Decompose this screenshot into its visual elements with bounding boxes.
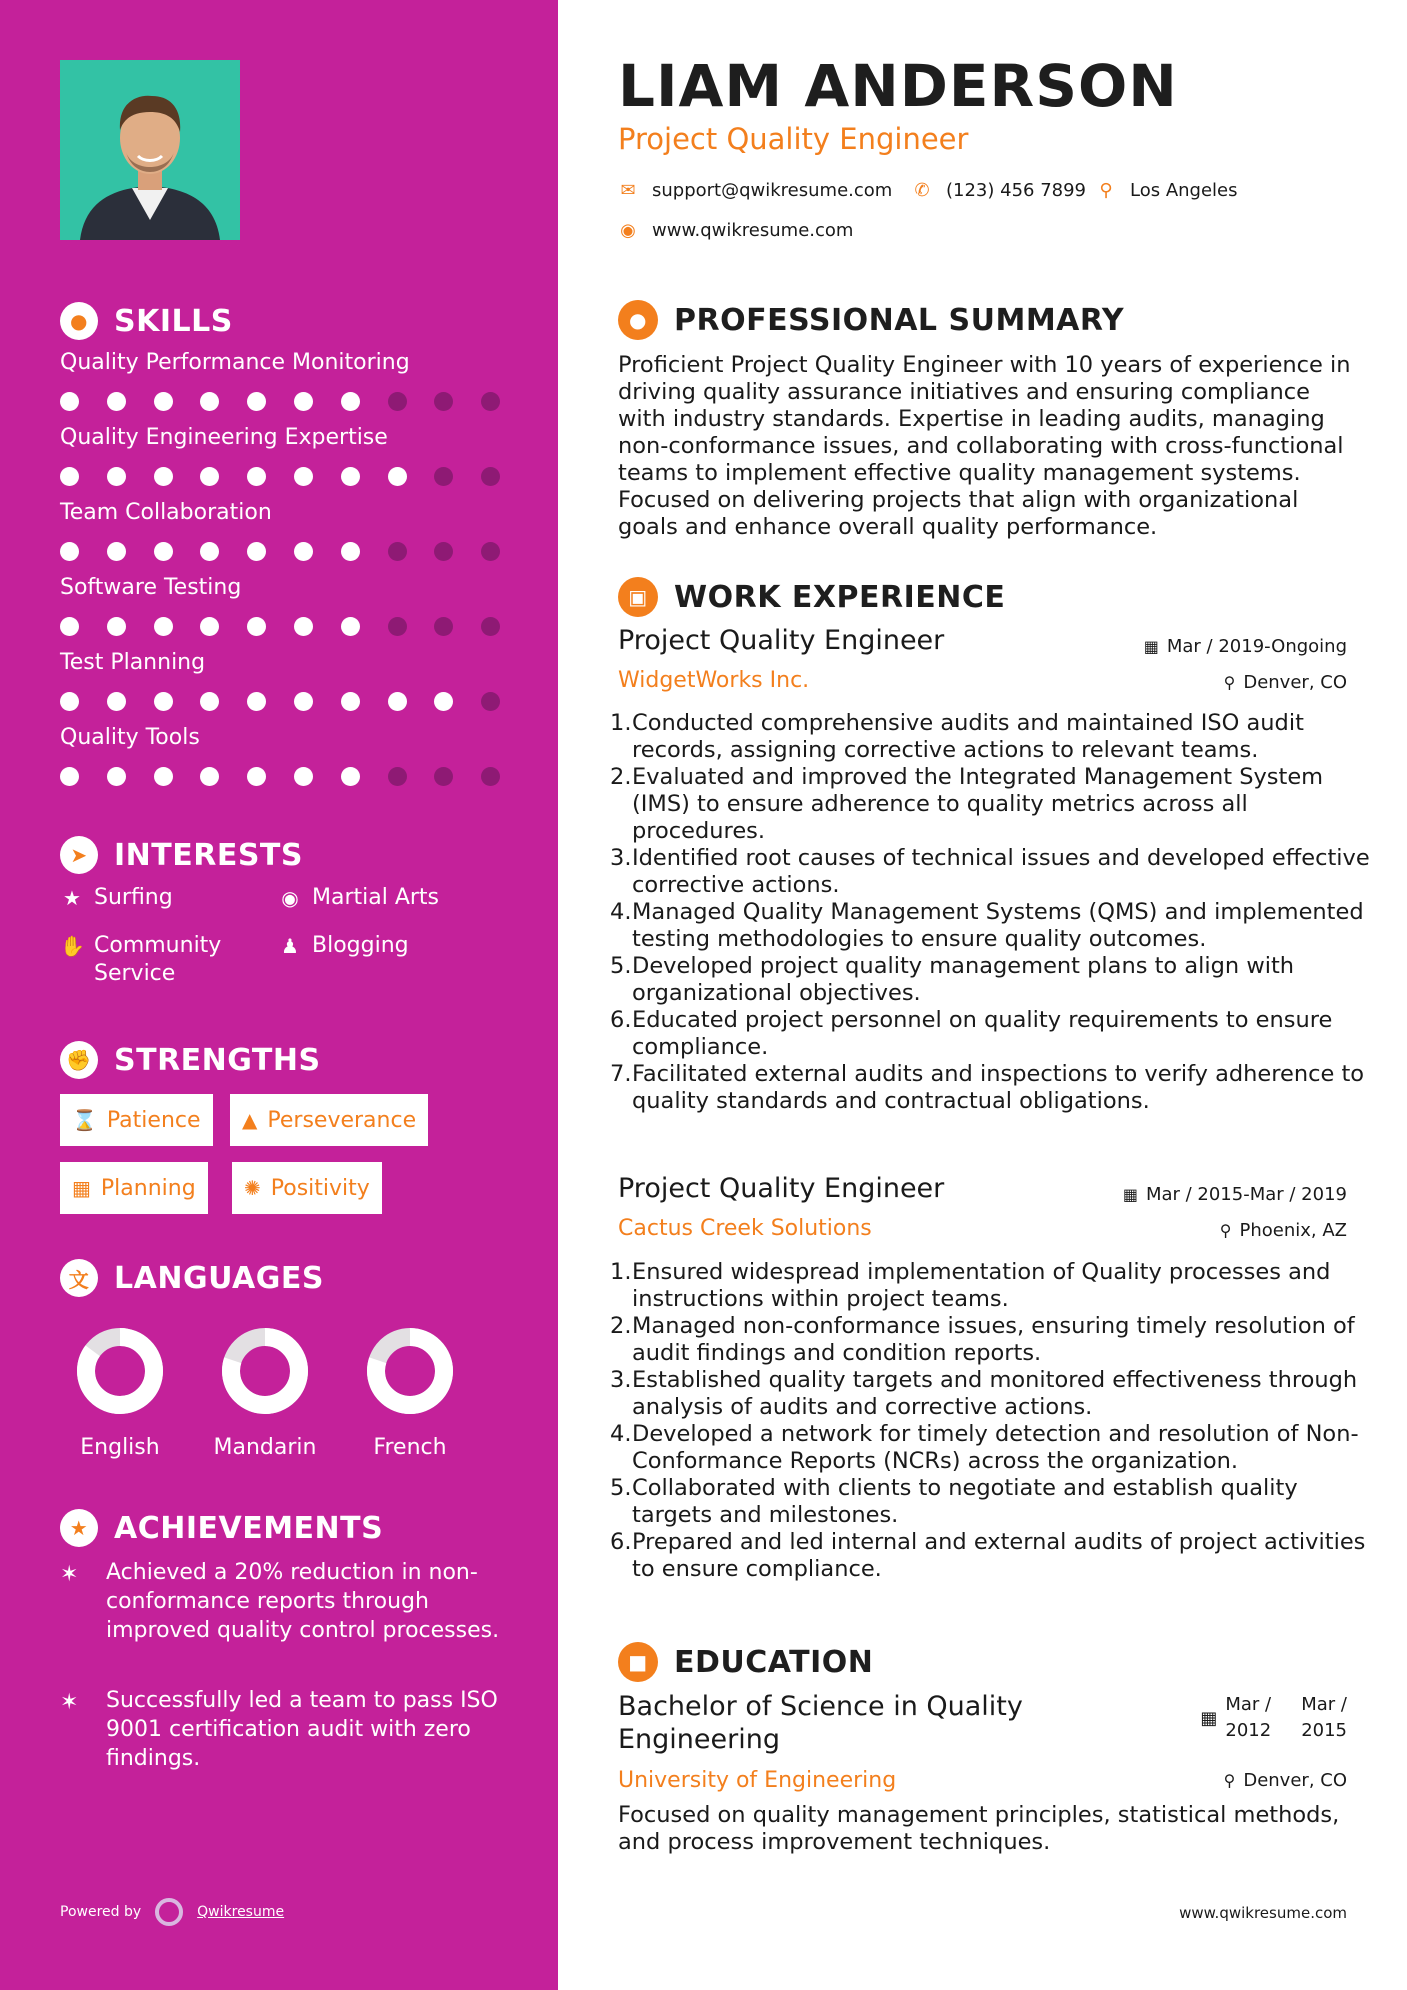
job-bullet <box>610 764 1380 845</box>
skill-dot <box>247 767 266 786</box>
skill-dot <box>60 467 79 486</box>
user-icon: ● <box>618 300 658 340</box>
skill-dot <box>247 692 266 711</box>
skill-dot <box>388 767 407 786</box>
translate-icon: 文 <box>60 1259 98 1297</box>
skill-dot <box>154 542 173 561</box>
skill-item <box>60 350 500 412</box>
job-dates: ▦ Mar / 2019-Ongoing <box>1143 636 1347 657</box>
skill-dot <box>60 392 79 411</box>
bullet-text: Collaborated with clients to negotiate and establish quality targets and milestones. <box>632 1475 1298 1528</box>
skill-dot <box>60 692 79 711</box>
bullet-number: 1. <box>610 710 632 736</box>
bullet-text: Prepared and led internal and external audits of project activities to ensure compliance. <box>632 1529 1366 1582</box>
strength-badge: ▲ Perseverance <box>230 1094 428 1146</box>
qwikresume-link[interactable]: Qwikresume <box>197 1904 285 1920</box>
skill-dot <box>107 392 126 411</box>
bullet-number: 2. <box>610 1313 632 1339</box>
language-ring <box>362 1323 458 1419</box>
job-bullet <box>610 1007 1380 1061</box>
skill-dot <box>107 617 126 636</box>
job-bullet <box>610 1313 1380 1367</box>
interest-item: ♟ Blogging <box>278 932 409 960</box>
skill-dot <box>60 617 79 636</box>
job-company: WidgetWorks Inc. <box>618 668 810 693</box>
skill-rating <box>60 767 500 787</box>
bullet-number: 4. <box>610 1421 632 1447</box>
skill-label: Quality Tools <box>60 725 200 750</box>
email-contact[interactable]: ✉ support@qwikresume.com <box>618 180 892 201</box>
job-bullet <box>610 1529 1380 1583</box>
languages-heading: 文 LANGUAGES <box>60 1259 324 1297</box>
skill-dot <box>200 542 219 561</box>
bullet-text: Evaluated and improved the Integrated Management System (IMS) to ensure adherence to quality metrics across all procedures. <box>632 764 1324 844</box>
job-bullets <box>610 1259 1380 1583</box>
end-date: Mar / 2015 <box>1301 1694 1347 1741</box>
powered-by: Powered by Qwikresume <box>60 1898 284 1926</box>
bullet-number: 5. <box>610 953 632 979</box>
education-dates <box>1200 1692 1347 1744</box>
skill-dot <box>154 617 173 636</box>
bullet-number: 3. <box>610 845 632 871</box>
skill-dot <box>294 692 313 711</box>
start-date: Mar / 2012 <box>1225 1694 1272 1741</box>
skill-dot <box>154 692 173 711</box>
strengths-heading: ✊ STRENGTHS <box>60 1041 321 1079</box>
skill-dot <box>481 542 500 561</box>
job-location: ⚲ Phoenix, AZ <box>1219 1220 1347 1241</box>
language-label: English <box>80 1435 160 1460</box>
bullet-text: Developed project quality management plans to align with organizational objectives. <box>632 953 1295 1006</box>
skill-dot <box>481 767 500 786</box>
job-bullet <box>610 1367 1380 1421</box>
skill-item <box>60 650 500 712</box>
skill-dot <box>434 467 453 486</box>
briefcase-icon: ▣ <box>618 577 658 617</box>
location-contact: ⚲ Los Angeles <box>1096 180 1238 201</box>
strength-badge: ✺ Positivity <box>232 1162 382 1214</box>
bullet-number: 6. <box>610 1007 632 1033</box>
bullet-number: 6. <box>610 1529 632 1555</box>
achievement-item: ✶ Successfully led a team to pass ISO 9001 certification audit with zero findings. <box>60 1688 498 1771</box>
bullet-text: Managed non-conformance issues, ensuring timely resolution of audit findings and condition reports. <box>632 1313 1355 1366</box>
skill-rating <box>60 692 500 712</box>
skill-dot <box>341 767 360 786</box>
job-bullet <box>610 710 1380 764</box>
skill-dot <box>107 467 126 486</box>
achievement-item: ✶ Achieved a 20% reduction in non-conformance reports through improved quality control processes. <box>60 1560 500 1643</box>
person-avatar-icon <box>60 60 240 240</box>
bullet-number: 3. <box>610 1367 632 1393</box>
interest-item: ◉ Martial Arts <box>278 884 439 912</box>
skill-dot <box>341 467 360 486</box>
education-location: ⚲ Denver, CO <box>1223 1770 1347 1791</box>
bullet-text: Established quality targets and monitored effectiveness through analysis of audits and corrective actions. <box>632 1367 1358 1420</box>
skill-dot <box>434 767 453 786</box>
language-item <box>200 1323 330 1460</box>
calendar-icon: ▦ <box>72 1176 91 1200</box>
skill-dot <box>341 542 360 561</box>
job-bullet <box>610 1421 1380 1475</box>
skill-dot <box>294 392 313 411</box>
paper-plane-icon: ➤ <box>60 836 98 874</box>
language-label: French <box>373 1435 447 1460</box>
skill-dot <box>388 617 407 636</box>
graduation-icon: ■ <box>618 1642 658 1682</box>
skill-label: Test Planning <box>60 650 206 675</box>
mountain-icon: ▲ <box>242 1108 258 1132</box>
users-icon: ♟ <box>281 934 299 958</box>
bullet-text: Ensured widespread implementation of Quality processes and instructions within project teams. <box>632 1259 1331 1312</box>
hourglass-icon: ⌛ <box>72 1108 97 1132</box>
skill-dot <box>341 392 360 411</box>
bullet-number: 4. <box>610 899 632 925</box>
education-description: Focused on quality management principles, statistical methods, and process improvement techniques. <box>618 1802 1340 1855</box>
skill-dot <box>200 767 219 786</box>
skill-dot <box>481 692 500 711</box>
skill-dot <box>388 467 407 486</box>
school-name: University of Engineering <box>618 1768 897 1793</box>
map-pin-icon: ⚲ <box>1099 180 1113 201</box>
bullet-number: 2. <box>610 764 632 790</box>
skill-rating <box>60 467 500 487</box>
skill-dot <box>200 692 219 711</box>
bullet-number: 1. <box>610 1259 632 1285</box>
job-dates: ▦ Mar / 2015-Mar / 2019 <box>1122 1184 1347 1205</box>
shooting-star-icon: ✶ <box>60 1690 79 1715</box>
skill-dot <box>107 542 126 561</box>
skill-dot <box>481 617 500 636</box>
skill-dot <box>481 392 500 411</box>
skill-dot <box>388 692 407 711</box>
sidebar <box>0 0 558 1990</box>
skill-dot <box>107 767 126 786</box>
bullet-number: 7. <box>610 1061 632 1087</box>
skill-dot <box>388 542 407 561</box>
job-bullet <box>610 1475 1380 1529</box>
website-contact[interactable]: ◉ www.qwikresume.com <box>618 220 853 241</box>
job-bullet <box>610 1061 1380 1115</box>
pin-icon: ⚲ <box>1223 673 1236 692</box>
bullet-text: Conducted comprehensive audits and maintained ISO audit records, assigning corrective actions to relevant teams. <box>632 710 1304 763</box>
skill-dot <box>434 692 453 711</box>
strength-badge: ⌛ Patience <box>60 1094 213 1146</box>
summary-heading: ● PROFESSIONAL SUMMARY <box>618 300 1124 340</box>
calendar-icon: ▦ <box>1143 637 1159 656</box>
skill-item <box>60 725 500 787</box>
skill-label: Team Collaboration <box>60 500 272 525</box>
skill-dot <box>481 467 500 486</box>
skill-dot <box>200 392 219 411</box>
skill-dot <box>154 392 173 411</box>
bullet-text: Identified root causes of technical issues and developed effective corrective actions. <box>632 845 1370 898</box>
skill-dot <box>247 467 266 486</box>
skill-dot <box>60 542 79 561</box>
interests-heading: ➤ INTERESTS <box>60 836 303 874</box>
skill-dot <box>200 467 219 486</box>
skill-item <box>60 500 500 562</box>
skill-dot <box>341 617 360 636</box>
globe-icon: ◉ <box>620 220 636 241</box>
hand-icon: ✋ <box>60 934 85 958</box>
job-company: Cactus Creek Solutions <box>618 1216 872 1241</box>
trophy-icon: ★ <box>60 1509 98 1547</box>
skills-heading: ● SKILLS <box>60 302 233 340</box>
shooting-star-icon: ✶ <box>60 1562 79 1587</box>
skill-label: Quality Performance Monitoring <box>60 350 410 375</box>
language-ring <box>72 1323 168 1419</box>
skill-label: Quality Engineering Expertise <box>60 425 388 450</box>
job-bullet <box>610 845 1380 899</box>
bullet-text: Managed Quality Management Systems (QMS) and implemented testing methodologies to ensure quality outcomes. <box>632 899 1364 952</box>
skill-dot <box>200 617 219 636</box>
skill-dot <box>247 617 266 636</box>
bullet-text: Educated project personnel on quality requirements to ensure compliance. <box>632 1007 1333 1060</box>
skill-label: Software Testing <box>60 575 242 600</box>
pin-icon: ⚲ <box>1223 1771 1236 1790</box>
interest-item: ✋ Community Service <box>60 933 222 986</box>
summary-text: Proficient Project Quality Engineer with 10 years of experience in driving quality assurance initiatives and ensuring compliance with industry standards. Expertise in leading audits, managing non-conformance issues, and collaborating with cross-functional teams to implement effective quality management systems. Focused on delivering projects that align with organizational goals and enhance overall quality performance. <box>618 352 1351 540</box>
skill-dot <box>434 392 453 411</box>
calendar-icon: ▦ <box>1200 1707 1218 1729</box>
main-content <box>558 0 1407 1990</box>
language-label: Mandarin <box>213 1435 317 1460</box>
experience-heading: ▣ WORK EXPERIENCE <box>618 577 1005 617</box>
skill-dot <box>154 767 173 786</box>
job-bullet <box>610 953 1380 1007</box>
skill-dot <box>247 542 266 561</box>
skill-dot <box>388 392 407 411</box>
footer-url[interactable]: www.qwikresume.com <box>1179 1904 1347 1922</box>
skill-item <box>60 425 500 487</box>
candidate-role: Project Quality Engineer <box>618 122 969 156</box>
skill-dot <box>341 692 360 711</box>
strength-badge: ▦ Planning <box>60 1162 208 1214</box>
skill-dot <box>107 692 126 711</box>
candidate-name: LIAM ANDERSON <box>618 52 1178 120</box>
bullet-text: Developed a network for timely detection and resolution of Non-Conformance Reports (NCRs) across the organization. <box>632 1421 1359 1474</box>
education-heading: ■ EDUCATION <box>618 1642 873 1682</box>
skill-dot <box>294 467 313 486</box>
bullet-text: Facilitated external audits and inspections to verify adherence to quality standards and contractual obligations. <box>632 1061 1365 1114</box>
fist-icon: ✊ <box>60 1041 98 1079</box>
calendar-icon: ▦ <box>1122 1185 1138 1204</box>
skill-dot <box>294 767 313 786</box>
skill-dot <box>294 617 313 636</box>
job-location: ⚲ Denver, CO <box>1223 672 1347 693</box>
bullet-number: 5. <box>610 1475 632 1501</box>
skill-dot <box>60 767 79 786</box>
envelope-icon: ✉ <box>620 180 636 201</box>
skill-dot <box>294 542 313 561</box>
skill-dot <box>247 392 266 411</box>
phone-icon: ✆ <box>914 180 930 201</box>
skill-item <box>60 575 500 637</box>
profile-photo <box>60 60 240 240</box>
globe-icon: ◉ <box>281 886 299 910</box>
sun-icon: ✺ <box>244 1176 261 1200</box>
qwikresume-logo-icon <box>155 1898 183 1926</box>
pin-icon: ⚲ <box>1219 1221 1232 1240</box>
language-item <box>345 1323 475 1460</box>
skill-rating <box>60 392 500 412</box>
skill-rating <box>60 617 500 637</box>
achievements-heading: ★ ACHIEVEMENTS <box>60 1509 383 1547</box>
job-title: Project Quality Engineer <box>618 625 945 656</box>
skill-dot <box>434 542 453 561</box>
job-bullets <box>610 710 1380 1115</box>
phone-contact[interactable]: ✆ (123) 456 7899 <box>912 180 1086 201</box>
interest-item: ★ Surfing <box>60 884 173 912</box>
star-icon: ★ <box>63 886 81 910</box>
degree-title: Bachelor of Science in Quality Engineering <box>618 1691 1023 1755</box>
skill-dot <box>154 467 173 486</box>
job-title: Project Quality Engineer <box>618 1173 945 1204</box>
language-item <box>55 1323 185 1460</box>
job-bullet <box>610 1259 1380 1313</box>
lightbulb-icon: ● <box>60 302 98 340</box>
skill-rating <box>60 542 500 562</box>
language-ring <box>217 1323 313 1419</box>
job-bullet <box>610 899 1380 953</box>
skill-dot <box>434 617 453 636</box>
